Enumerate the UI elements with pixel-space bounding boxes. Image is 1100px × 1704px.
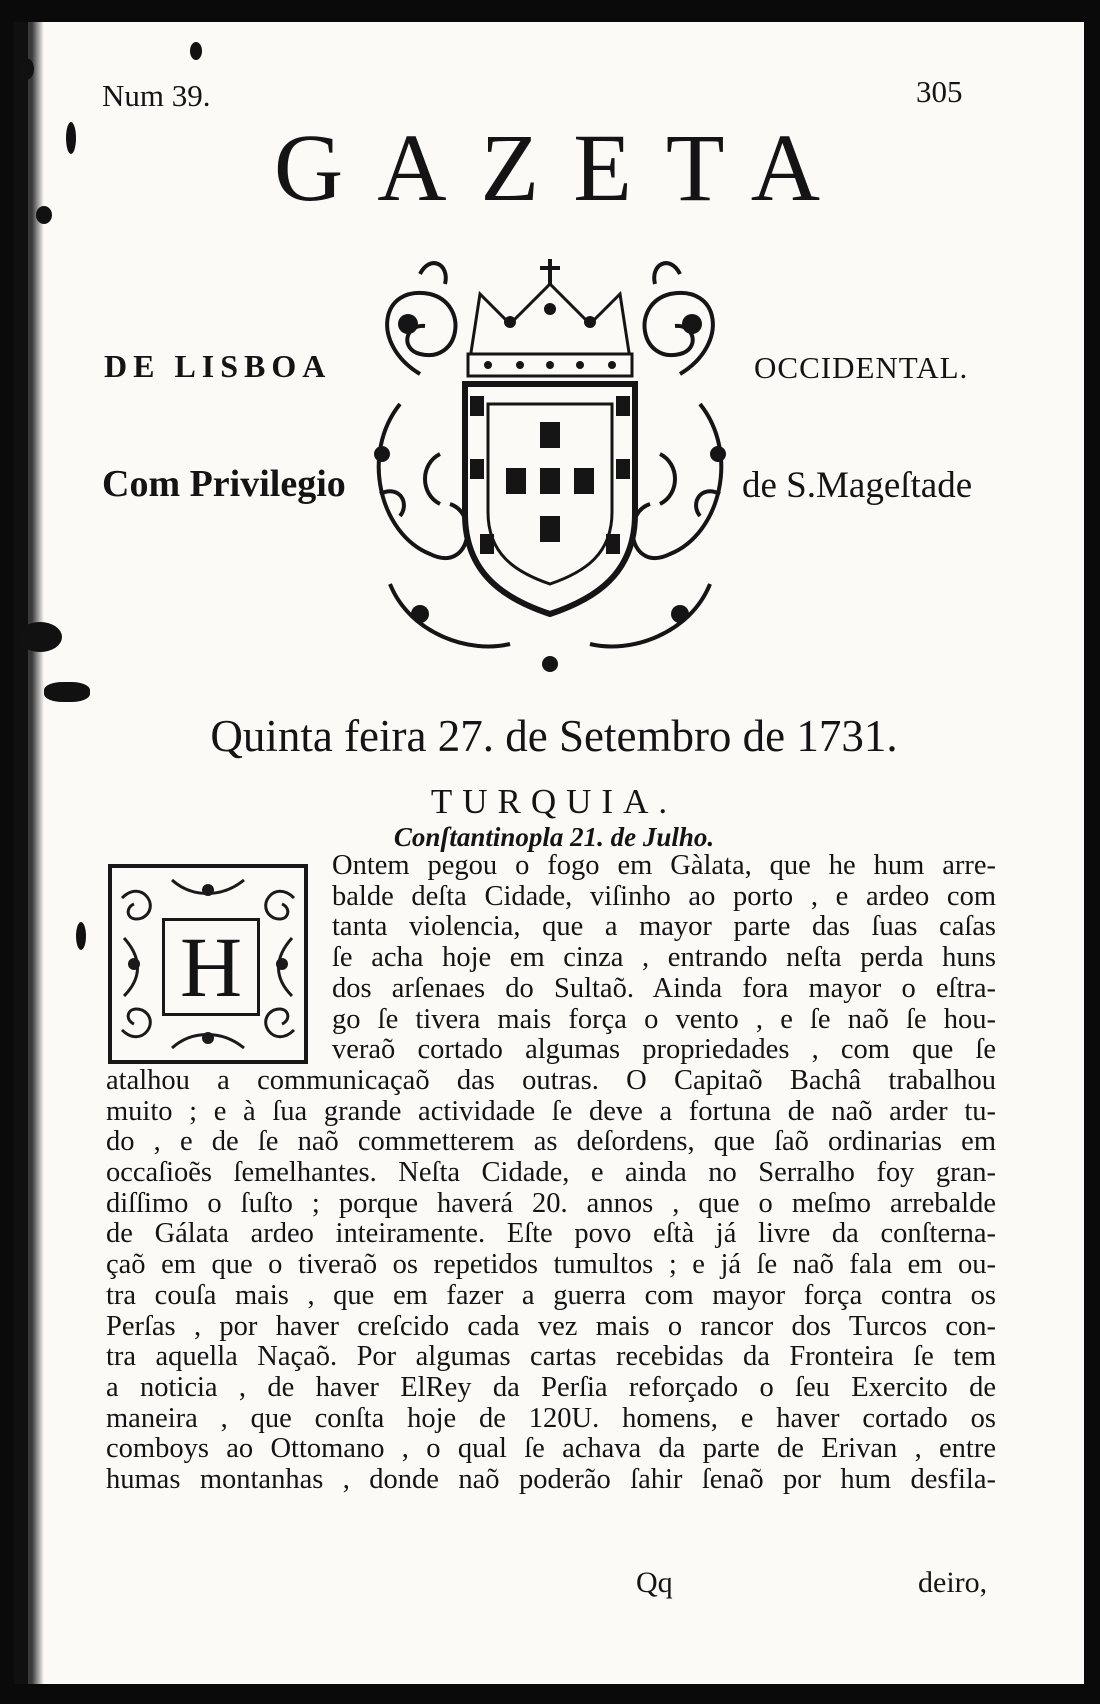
masthead-de-lisboa: DE LISBOA bbox=[104, 348, 332, 384]
issue-number: Num 39. bbox=[102, 78, 211, 113]
royal-coat-of-arms-icon bbox=[360, 254, 740, 684]
article-line: tanta violencia, que a mayor parte das ſuas caſas bbox=[332, 911, 996, 943]
catchword: deiro, bbox=[918, 1566, 988, 1599]
masthead-privilegio: Com Privilegio bbox=[102, 463, 346, 505]
article-line: tra couſa mais , que em fazer a guerra com mayor força contra os bbox=[106, 1279, 996, 1311]
initial-letter: H bbox=[162, 918, 260, 1016]
newspaper-page bbox=[14, 22, 1084, 1684]
article-line: muito ; e à ſua grande actividade ſe deve a fortuna de naõ arder tu- bbox=[106, 1095, 996, 1127]
article-line: a noticia , de haver ElRey da Perſia reforçado o ſeu Exercito de bbox=[106, 1371, 996, 1403]
article-line: dos arſenaes do Sultaõ. Ainda fora mayor o eſtra- bbox=[332, 972, 996, 1004]
article-line: humas montanhas , donde naõ poderão ſahir ſenaõ por hum desfila- bbox=[106, 1464, 996, 1495]
page-number: 305 bbox=[916, 74, 963, 109]
article-line: comboys ao Ottomano , o qual ſe achava da parte de Erivan , entre bbox=[106, 1433, 996, 1465]
issue-date: Quinta feira 27. de Setembro de 1731. bbox=[210, 711, 898, 761]
article-line: balde deſta Cidade, viſinho ao porto , e ardeo com bbox=[332, 880, 996, 912]
article-line: ſe acha hoje em cinza , entrando neſta perda huns bbox=[332, 942, 996, 974]
article-line: do , e de ſe naõ commetterem as deſordens, que ſaõ ordinarias em bbox=[106, 1126, 996, 1158]
article-line: atalhou a communicaçaõ das outras. O Capitaõ Bachâ trabalhou bbox=[106, 1064, 996, 1096]
article-line: Ontem pegou o fogo em Gàlata, que he hum arre- bbox=[332, 850, 996, 881]
decorated-initial bbox=[108, 864, 308, 1064]
article-line: de Gálata ardeo inteiramente. Eſte povo eſtà já livre da conſterna- bbox=[106, 1218, 996, 1250]
article-line: occaſioẽs ſemelhantes. Neſta Cidade, e ainda no Serralho foy gran- bbox=[106, 1157, 996, 1188]
section-heading: TURQUIA. bbox=[430, 782, 678, 821]
article-line: Perſas , por haver creſcido cada vez mais o rancor dos Turcos con- bbox=[106, 1310, 996, 1342]
article-line: go ſe tivera mais força o vento , e ſe naõ ſe hou- bbox=[332, 1003, 996, 1035]
article-line: veraõ cortado algumas propriedades , com que ſe bbox=[332, 1034, 996, 1066]
ink-blot bbox=[18, 58, 34, 80]
article-line: tra aquella Naçaõ. Por algumas cartas recebidas da Fronteira ſe tem bbox=[106, 1341, 996, 1373]
ink-blot bbox=[190, 42, 202, 60]
article-line: diſſimo o ſuſto ; porque haverá 20. annos , que o meſmo arrebalde bbox=[106, 1187, 996, 1219]
binding-edge bbox=[14, 22, 44, 1684]
ink-blot bbox=[76, 922, 86, 950]
masthead-occidental: OCCIDENTAL. bbox=[754, 350, 969, 385]
ink-blot bbox=[44, 682, 90, 702]
ink-blot bbox=[18, 622, 62, 652]
ink-blot bbox=[36, 206, 52, 224]
article-line: maneira , que conſta hoje de 120U. homens, e haver cortado os bbox=[106, 1402, 996, 1434]
dateline: Conſtantinopla 21. de Julho. bbox=[393, 822, 715, 852]
masthead-magestade: de S.Mageſtade bbox=[742, 465, 973, 506]
signature-mark: Qq bbox=[636, 1566, 673, 1599]
ink-blot bbox=[66, 122, 76, 154]
masthead-title: GAZETA bbox=[273, 114, 855, 221]
article-line: çaõ em que o tiveraõ os repetidos tumultos ; e já ſe naõ fala em ou- bbox=[106, 1249, 996, 1281]
